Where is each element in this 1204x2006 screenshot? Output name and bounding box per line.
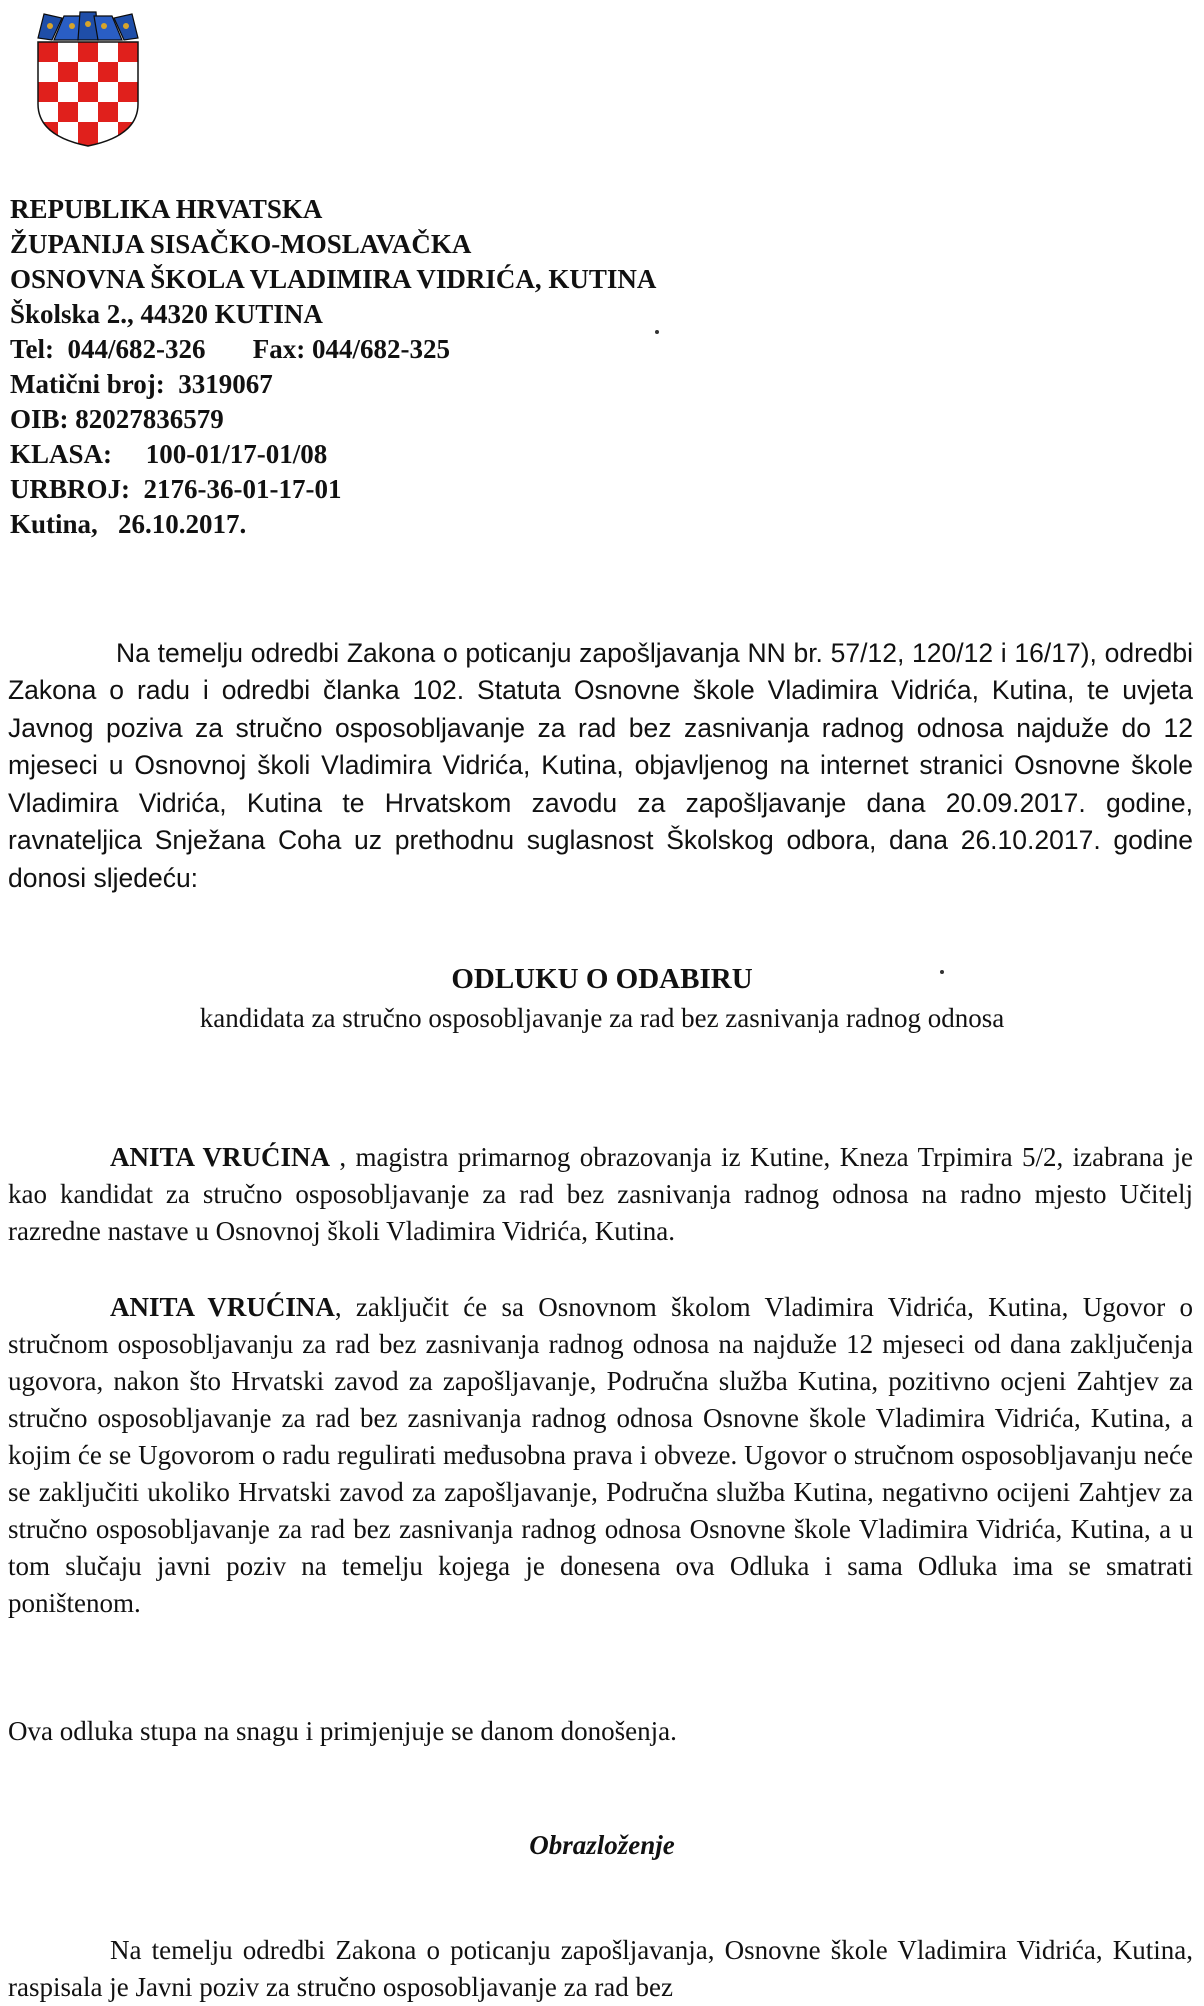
contract-text: , zaključit će sa Osnovnom školom Vladimira Vidrića, Kutina, Ugovor o stručnom osposobljavanju za rad bez zasnivanja radnog odnosa na najduže 12 mjeseci od dana zaključenja ugovora, nakon što Hrvatski zavod za zapošljavanje, Područna služba Kutina, pozitivno ocjeni Zahtjev za stručno osposobljavanje za rad bez zasnivanja radnog odnosa Osnovne škole Vladimira Vidrića, Kutina, a kojim će se Ugovorom o radu regulirati međusobna prava i obveze. Ugovor o stručnom osposobljavanju neće se zaključiti ukoliko Hrvatski zavod za zapošljavanje, Područna služba Kutina, negativno ocijeni Zahtjev za stručno osposobljavanje za rad bez zasnivanja radnog odnosa Osnovne škole Vladimira Vidrića, Kutina, a u tom slučaju javni poziv na temelju kojega je donesena ova Odluka i sama Odluka ima se smatrati poništenom. <box>8 1292 1193 1618</box>
school-header <box>10 192 830 542</box>
header-line: URBROJ: 2176-36-01-17-01 <box>10 474 342 504</box>
header-line: OIB: 82027836579 <box>10 404 224 434</box>
croatian-coat-of-arms-icon <box>30 8 146 148</box>
decision-title: ODLUKU O ODABIRU <box>451 963 753 995</box>
header-line: KLASA: 100-01/17-01/08 <box>10 439 328 469</box>
header-line: Matični broj: 3319067 <box>10 369 273 399</box>
reasoning-paragraph: Na temelju odredbi Zakona o poticanju zapošljavanja, Osnovne škole Vladimira Vidrića, Kutina, raspisala je Javni poziv za stručno osposobljavanje za rad bez <box>8 1935 1193 2002</box>
header-line: REPUBLIKA HRVATSKA <box>10 194 323 224</box>
header-line: Kutina, 26.10.2017. <box>10 509 247 539</box>
decision-subtitle: kandidata za stručno osposobljavanje za rad bez zasnivanja radnog odnosa <box>199 1003 1005 1033</box>
header-line: Tel: 044/682-326 Fax: 044/682-325 <box>10 334 450 364</box>
header-line: Školska 2., 44320 KUTINA <box>10 299 323 329</box>
crown <box>38 12 138 40</box>
selection-text: , magistra primarnog obrazovanja iz Kutine, Kneza Trpimira 5/2, izabrana je kao kandidat za stručno osposobljavanje za rad bez zasnivanja radnog odnosa na radno mjesto Učitelj razredne nastave u Osnovnoj školi Vladimira Vidrića, Kutina. <box>8 1142 1194 1246</box>
intro-paragraph: Na temelju odredbi Zakona o poticanju zapošljavanja NN br. 57/12, 120/12 i 16/17), odredbi Zakona o radu i odredbi članka 102. Statuta Osnovne škole Vladimira Vidrića, Kutina, te uvjeta Javnog poziva za stručno osposobljavanje za rad bez zasnivanja radnog odnosa najduže do 12 mjeseci u Osnovnoj školi Vladimira Vidrića, Kutina, objavljenog na internet stranici Osnovne škole Vladimira Vidrića, Kutina te Hrvatskom zavodu za zapošljavanje dana 20.09.2017. godine, ravnateljica Snježana Coha uz prethodnu suglasnost Školskog odbora, dana 26.10.2017. godine donosi sljedeću: <box>8 637 1193 894</box>
reasoning-heading: Obrazloženje <box>529 1830 675 1860</box>
effective-paragraph: Ova odluka stupa na snagu i primjenjuje se danom donošenja. <box>8 1716 677 1746</box>
header-line: OSNOVNA ŠKOLA VLADIMIRA VIDRIĆA, KUTINA <box>10 264 657 294</box>
contract-paragraph <box>8 1289 1193 1622</box>
header-line: ŽUPANIJA SISAČKO-MOSLAVAČKA <box>10 229 472 259</box>
candidate-name: ANITA VRUĆINA <box>110 1292 335 1322</box>
scan-speck <box>655 330 659 334</box>
selection-paragraph <box>8 1139 1193 1250</box>
candidate-name: ANITA VRUĆINA <box>110 1142 330 1172</box>
